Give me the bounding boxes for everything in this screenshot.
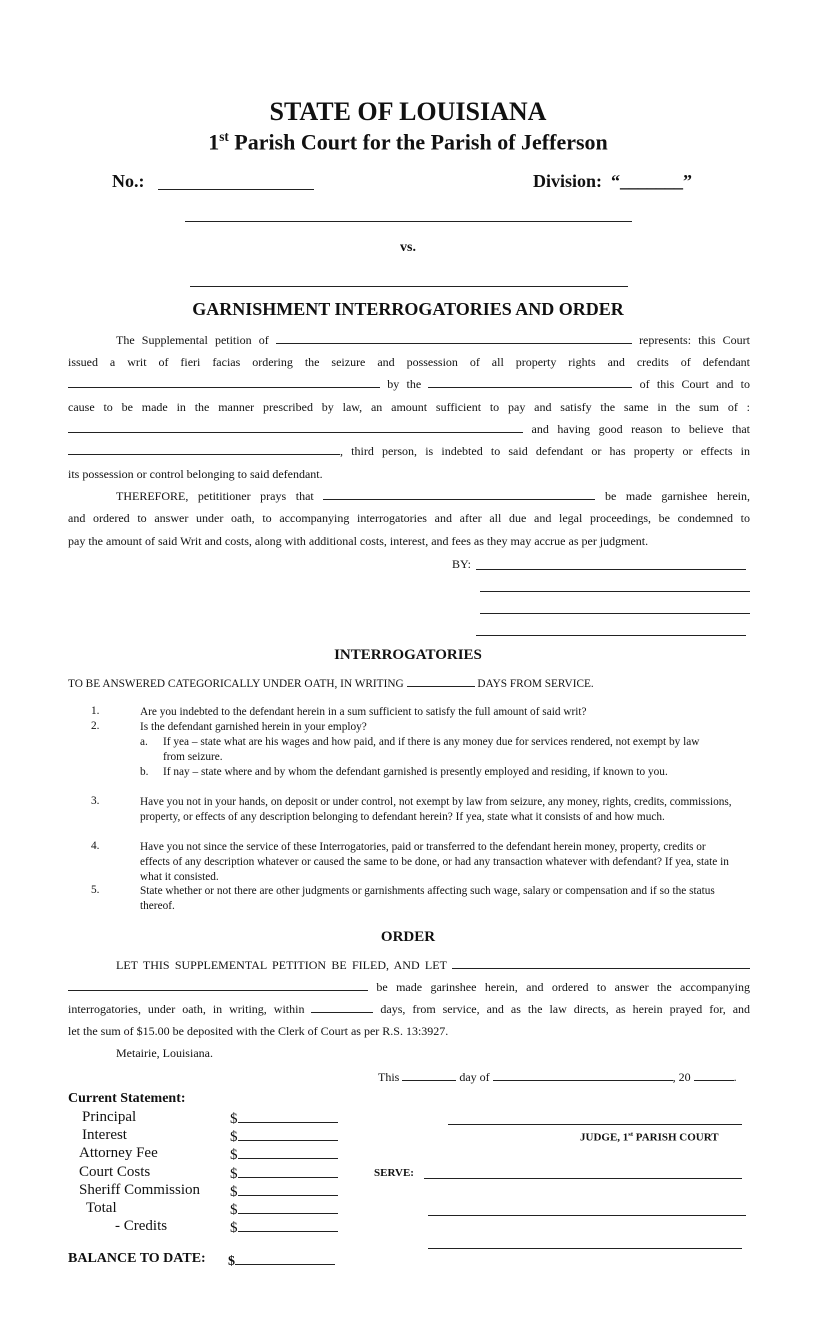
state-title: STATE OF LOUISIANA	[269, 97, 547, 126]
defendant-field[interactable]	[190, 286, 628, 287]
court-sup: st	[219, 129, 229, 144]
interrogatory-item: Are you indebted to the defendant herein in a sum sufficient to satisfy the full amount of said writ?	[140, 706, 587, 718]
balance-label: BALANCE TO DATE:	[68, 1251, 206, 1266]
text: interrogatories, under oath, in writing, within	[68, 1002, 305, 1016]
interrogatory-subitem: If yea – state what are his wages and how paid, and if there is any money due for services rendered, not exempt by law from seizure.	[163, 736, 700, 763]
petition-line-1	[116, 333, 750, 348]
dollar-sign: $	[228, 1254, 235, 1269]
dollar-sign: $	[230, 1147, 238, 1163]
text: and having good reason to believe that	[531, 422, 750, 436]
dollar-sign: $	[230, 1184, 238, 1200]
order-place: Metairie, Louisiana.	[116, 1046, 213, 1060]
document-title: GARNISHMENT INTERROGATORIES AND ORDER	[192, 299, 624, 319]
dollar-sign: $	[230, 1202, 238, 1218]
day-field[interactable]	[402, 1070, 456, 1081]
text: , third person, is indebted to said defendant or has property or effects in	[340, 444, 750, 458]
statement-heading: Current Statement:	[68, 1091, 186, 1106]
dollar-sign: $	[230, 1111, 238, 1127]
interrogatory-item: Have you not in your hands, on deposit or under control, not exempt by law from seizure, any money, rights, credits, commissions, property, or effects of any description belonging to defendant herein? If yea, state what it consists of and how much.	[140, 796, 732, 823]
balance-field[interactable]	[228, 1251, 335, 1270]
text: THEREFORE, petititioner prays that	[116, 489, 314, 503]
item-letter: b.	[140, 766, 149, 778]
interrogatory-subitem: If nay – state where and by whom the defendant garnished is presently employed and residing, if known to you.	[163, 766, 668, 778]
interrogatories-instruction	[68, 676, 594, 690]
order-garnishee-field[interactable]	[452, 958, 750, 969]
petition-line-7: its possession or control belonging to said defendant.	[68, 467, 323, 481]
petition-line-6	[68, 444, 750, 459]
petition-line-9: and ordered to answer under oath, to accompanying interrogatories and after all due and legal proceedings, be condemned to	[68, 511, 750, 525]
serve-label: SERVE:	[374, 1167, 414, 1179]
statement-label: Interest	[82, 1127, 127, 1143]
case-number-field[interactable]	[158, 189, 314, 190]
garnishee-field[interactable]	[323, 489, 595, 500]
third-person-field[interactable]	[68, 444, 340, 455]
amount-field[interactable]	[230, 1218, 338, 1237]
attorney-line-4[interactable]	[476, 635, 746, 636]
amount-field[interactable]	[230, 1145, 338, 1164]
text: be made garinshee herein, and ordered to answer the accompanying	[376, 980, 751, 994]
division[interactable]	[533, 171, 692, 192]
text: of this Court and to	[639, 377, 750, 391]
statement-label: Total	[86, 1200, 117, 1216]
order-line-1	[116, 958, 750, 973]
amount-field[interactable]	[230, 1182, 338, 1201]
petition-line-8	[116, 489, 750, 504]
order-line-4: let the sum of $15.00 be deposited with the Clerk of Court as per R.S. 13:3927.	[68, 1024, 449, 1038]
petition-line-4: cause to be made in the manner prescribed by law, an amount sufficient to pay and satisfy the same in the sum of :	[68, 400, 750, 414]
plaintiff-field[interactable]	[185, 221, 632, 222]
petition-line-3	[68, 377, 750, 392]
petitioner-field[interactable]	[276, 333, 632, 344]
month-field[interactable]	[493, 1070, 673, 1081]
amount-field[interactable]	[230, 1164, 338, 1183]
division-label: Division:	[533, 171, 603, 191]
statement-label: Principal	[82, 1109, 137, 1125]
text: PARISH COURT	[633, 1131, 719, 1144]
defendant-name-field[interactable]	[68, 377, 380, 388]
days-field[interactable]	[407, 676, 475, 687]
court-ordinal: 1	[208, 129, 220, 155]
attorney-line-3[interactable]	[480, 613, 750, 614]
order-line-3	[68, 1002, 750, 1017]
dollar-sign: $	[230, 1220, 238, 1236]
item-number: 5.	[91, 884, 100, 896]
court-title	[0, 129, 816, 155]
division-value: “_______”	[611, 171, 693, 191]
statement-label: Attorney Fee	[79, 1145, 158, 1161]
interrogatory-item: Is the defendant garnished herein in your employ?	[140, 721, 367, 733]
serve-line-2[interactable]	[428, 1215, 746, 1216]
case-number-label: No.:	[112, 171, 145, 191]
text: JUDGE, 1	[580, 1131, 629, 1144]
text: st	[628, 1131, 634, 1138]
judge-label	[580, 1131, 719, 1144]
petition-line-10: pay the amount of said Writ and costs, along with additional costs, interest, and fees as they may accrue as per judgment.	[68, 534, 649, 548]
text: days, from service, and as the law directs, as herein prayed for, and	[380, 1002, 751, 1016]
text: LET THIS SUPPLEMENTAL PETITION BE FILED, AND LET	[116, 958, 447, 972]
statement-label: - Credits	[115, 1218, 168, 1234]
statement-label: Court Costs	[79, 1164, 151, 1180]
text: This	[378, 1070, 400, 1084]
amount-field[interactable]	[230, 1127, 338, 1146]
dollar-sign: $	[230, 1129, 238, 1145]
amount-field[interactable]	[230, 1200, 338, 1219]
order-garnishee-field-2[interactable]	[68, 980, 368, 991]
interrogatory-item: Have you not since the service of these Interrogatories, paid or transferred to the defendant herein money, property, credits or effects of any description whatever or caused the same to be done, or had any transaction whatever with defendant? If yea, state in what it consisted.	[140, 841, 729, 883]
petition-line-5	[68, 422, 750, 437]
petition-line-2: issued a writ of fieri facias ordering the seizure and possession of all property rights and credits of defendant	[68, 355, 750, 369]
serve-line-1[interactable]	[424, 1178, 742, 1179]
sum-field[interactable]	[68, 422, 523, 433]
text: be made garnishee herein,	[604, 489, 750, 503]
by-label: BY:	[452, 557, 471, 571]
item-number: 2.	[91, 720, 100, 732]
serve-line-3[interactable]	[428, 1248, 742, 1249]
text: DAYS FROM SERVICE.	[477, 678, 594, 690]
officer-field[interactable]	[428, 377, 632, 388]
order-date: This day of , 20 .	[378, 1070, 737, 1084]
statement-label: Sheriff Commission	[79, 1182, 200, 1198]
year-field[interactable]	[694, 1070, 734, 1081]
vs-label: vs.	[400, 240, 416, 255]
item-letter: a.	[140, 736, 148, 748]
order-heading: ORDER	[380, 929, 436, 945]
text: , 20	[672, 1070, 691, 1084]
item-number: 4.	[91, 840, 100, 852]
amount-field[interactable]	[230, 1109, 338, 1128]
text: by the	[387, 377, 422, 391]
dollar-sign: $	[230, 1166, 238, 1182]
interrogatory-item: State whether or not there are other judgments or garnishments affecting such wage, salary or compensation and if so the status thereof.	[140, 885, 715, 912]
judge-signature-line[interactable]	[448, 1124, 742, 1125]
text: The Supplemental petition of	[116, 333, 269, 347]
item-number: 3.	[91, 795, 100, 807]
text: day of	[459, 1070, 490, 1084]
item-number: 1.	[91, 705, 100, 717]
court-rest: Parish Court for the Parish of Jefferson	[234, 129, 608, 155]
order-line-2	[68, 980, 750, 995]
interrogatories-heading: INTERROGATORIES	[334, 647, 482, 663]
text: represents: this Court	[639, 333, 751, 347]
order-days-field[interactable]	[311, 1002, 373, 1013]
signature-line[interactable]	[476, 569, 746, 570]
attorney-line-2[interactable]	[480, 591, 750, 592]
text: TO BE ANSWERED CATEGORICALLY UNDER OATH, IN WRITING	[68, 678, 404, 690]
